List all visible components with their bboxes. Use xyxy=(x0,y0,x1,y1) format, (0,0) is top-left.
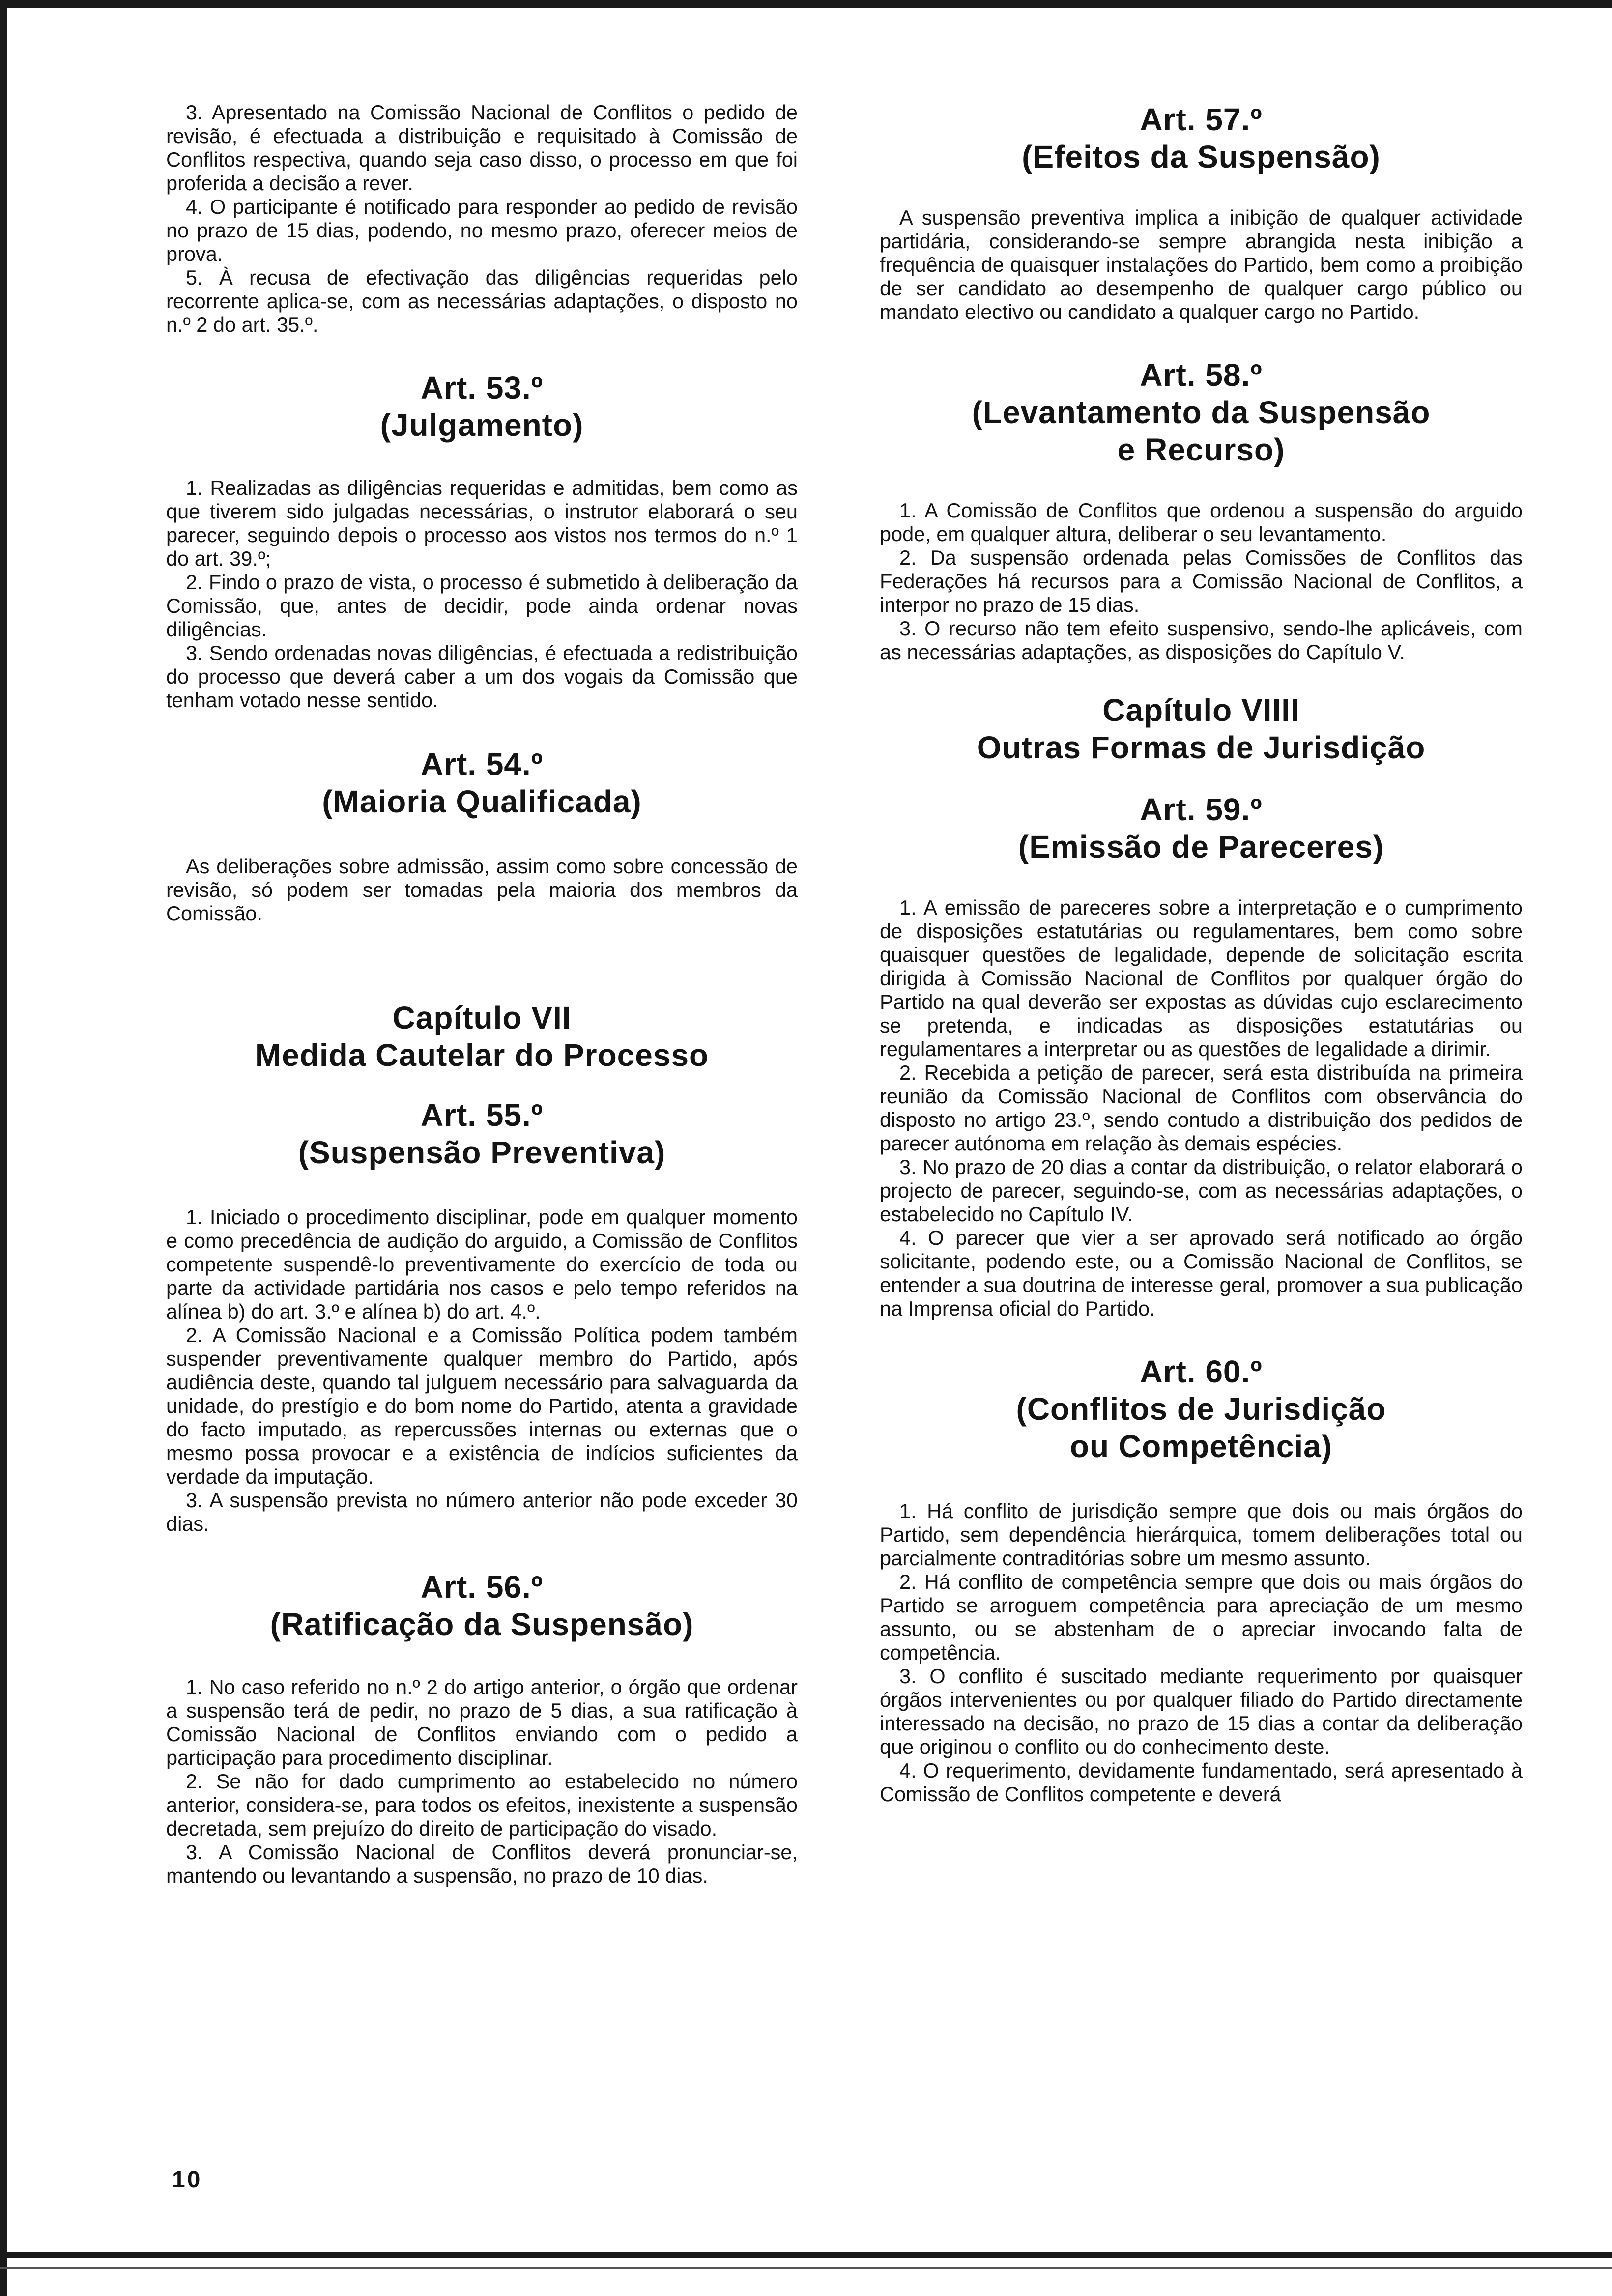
page-border-left xyxy=(0,0,7,2296)
article-53 xyxy=(166,369,798,712)
article-heading xyxy=(880,101,1523,175)
paragraph: 1. A Comissão de Conflitos que ordenou a suspensão do arguido pode, em qualquer altura, deliberar o seu levantamento. xyxy=(880,499,1523,545)
paragraph: 4. O participante é notificado para responder ao pedido de revisão no prazo de 15 dias, podendo, no mesmo prazo, oferecer meios de prova. xyxy=(166,195,798,265)
article-number: Art. 59.º xyxy=(1140,792,1263,827)
paragraph: 3. Apresentado na Comissão Nacional de Conflitos o pedido de revisão, é efectuada a distribuição e requisitado à Comissão de Conflitos respectiva, quando seja caso disso, o processo em que foi proferida a decisão a rever. xyxy=(166,101,798,195)
chapter-8 xyxy=(880,691,1523,766)
article-60 xyxy=(880,1353,1523,1806)
paragraph: 1. No caso referido no n.º 2 do artigo anterior, o órgão que ordenar a suspensão terá de pedir, no prazo de 5 dias, a sua ratificação à Comissão Nacional de Conflitos enviando com o pedido a participação para procedimento disciplinar. xyxy=(166,1675,798,1769)
article-title: (Efeitos da Suspensão) xyxy=(1022,139,1381,174)
chapter-heading xyxy=(166,999,798,1074)
paragraph: As deliberações sobre admissão, assim como sobre concessão de revisão, só podem ser tomadas pela maioria dos membros da Comissão. xyxy=(166,855,798,925)
chapter-7 xyxy=(166,999,798,1074)
article-title: (Suspensão Preventiva) xyxy=(298,1135,666,1170)
article-59 xyxy=(880,791,1523,1320)
article-number: Art. 58.º xyxy=(1140,357,1263,393)
page-number: 10 xyxy=(172,2167,202,2193)
paragraph: 2. Da suspensão ordenada pelas Comissões de Conflitos das Federações há recursos para a Comissão Nacional de Conflitos, a interpor no prazo de 15 dias. xyxy=(880,546,1523,616)
intro-section xyxy=(166,101,798,337)
chapter-title: Medida Cautelar do Processo xyxy=(255,1037,709,1073)
article-title-line-1: (Conflitos de Jurisdição xyxy=(1016,1391,1386,1427)
paragraph: 3. O recurso não tem efeito suspensivo, sendo-lhe aplicáveis, com as necessárias adaptações, as disposições do Capítulo V. xyxy=(880,617,1523,663)
article-number: Art. 55.º xyxy=(420,1097,544,1133)
article-title: (Maioria Qualificada) xyxy=(322,784,642,819)
article-56 xyxy=(166,1568,798,1888)
paragraph: 1. Iniciado o procedimento disciplinar, pode em qualquer momento e como precedência de audição do arguido, a Comissão de Conflitos competente suspendê-lo preventivamente do exercício de toda ou parte da actividade partidária nos casos e pelo tempo referidos na alínea b) do art. 3.º e alínea b) do art. 4.º. xyxy=(166,1205,798,1323)
article-heading xyxy=(166,1568,798,1643)
paragraph: 2. Se não for dado cumprimento ao estabelecido no número anterior, considera-se, para todos os efeitos, inexistente a suspensão decretada, sem prejuízo do direito de participação do visado. xyxy=(166,1770,798,1840)
paragraph: 1. Há conflito de jurisdição sempre que dois ou mais órgãos do Partido, sem dependência hierárquica, tomem deliberações total ou parcialmente contraditórias sobre um mesmo assunto. xyxy=(880,1499,1523,1570)
page-border-bottom-thin xyxy=(0,2267,1612,2269)
paragraph: 2. Recebida a petição de parecer, será esta distribuída na primeira reunião da Comissão Nacional de Conflitos com observância do disposto no artigo 23.º, sendo contudo a distribuição dos pedidos de parecer autónoma em relação às demais espécies. xyxy=(880,1061,1523,1155)
article-title-line-2: ou Competência) xyxy=(1069,1429,1333,1464)
chapter-heading xyxy=(880,691,1523,766)
left-column xyxy=(166,101,798,1888)
article-title-line-2: e Recurso) xyxy=(1117,432,1285,467)
right-column xyxy=(880,101,1523,1806)
article-heading xyxy=(166,746,798,820)
paragraph: 3. O conflito é suscitado mediante requerimento por quaisquer órgãos intervenientes ou por qualquer filiado do Partido directamente interessado na decisão, no prazo de 15 dias a contar da deliberação que originou o conflito ou do conhecimento deste. xyxy=(880,1665,1523,1758)
article-heading xyxy=(880,791,1523,865)
paragraph: 2. A Comissão Nacional e a Comissão Política podem também suspender preventivamente qualquer membro do Partido, após audiência deste, quando tal julguem necessário para salvaguarda da unidade, do prestígio e do bom nome do Partido, atenta a gravidade do facto imputado, as repercussões internas ou externas que o mesmo possa provocar e a existência de indícios suficientes da verdade da imputação. xyxy=(166,1323,798,1488)
paragraph: 4. O requerimento, devidamente fundamentado, será apresentado à Comissão de Conflitos competente e deverá xyxy=(880,1759,1523,1806)
article-heading xyxy=(880,356,1523,468)
chapter-number: Capítulo VII xyxy=(392,1000,572,1035)
article-number: Art. 53.º xyxy=(420,370,544,405)
paragraph: 1. A emissão de pareceres sobre a interpretação e o cumprimento de disposições estatutárias ou regulamentares, bem como sobre quaisquer questões de legalidade, depende de solicitação escrita dirigida à Comissão Nacional de Conflitos por qualquer órgão do Partido na qual deverão ser expostas as dúvidas cujo esclarecimento se pretenda, e indicadas as disposições estatutárias ou regulamentares a interpretar ou as questões de legalidade a dirimir. xyxy=(880,896,1523,1061)
paragraph: 3. No prazo de 20 dias a contar da distribuição, o relator elaborará o projecto de parecer, seguindo-se, com as necessárias adaptações, o estabelecido no Capítulo IV. xyxy=(880,1155,1523,1226)
chapter-number: Capítulo VIIII xyxy=(1102,692,1300,728)
paragraph: 2. Findo o prazo de vista, o processo é submetido à deliberação da Comissão, que, antes de decidir, pode ainda ordenar novas diligências. xyxy=(166,571,798,641)
article-heading xyxy=(166,369,798,444)
article-heading xyxy=(880,1353,1523,1465)
article-number: Art. 54.º xyxy=(420,746,544,782)
paragraph: 4. O parecer que vier a ser aprovado será notificado ao órgão solicitante, podendo este, ou a Comissão Nacional de Conflitos, se entender a sua doutrina de interesse geral, promover a sua publicação na Imprensa oficial do Partido. xyxy=(880,1226,1523,1320)
page-border-bottom xyxy=(0,2252,1612,2258)
article-title: (Ratificação da Suspensão) xyxy=(270,1607,694,1642)
article-57 xyxy=(880,101,1523,324)
article-title: (Emissão de Pareceres) xyxy=(1018,829,1384,864)
paragraph: 1. Realizadas as diligências requeridas e admitidas, bem como as que tiverem sido julgadas necessárias, o instrutor elaborará o seu parecer, seguindo depois o processo aos vistos nos termos do n.º 1 do art. 39.º; xyxy=(166,476,798,570)
page-border-top xyxy=(0,0,1612,8)
article-55 xyxy=(166,1096,798,1536)
chapter-title: Outras Formas de Jurisdição xyxy=(977,730,1426,765)
article-54 xyxy=(166,746,798,925)
paragraph: 3. A suspensão prevista no número anterior não pode exceder 30 dias. xyxy=(166,1489,798,1535)
article-58 xyxy=(880,356,1523,664)
article-number: Art. 57.º xyxy=(1140,102,1263,137)
article-heading xyxy=(166,1096,798,1171)
paragraph: 2. Há conflito de competência sempre que dois ou mais órgãos do Partido se arroguem competência para apreciação de um mesmo assunto, ou se abstenham de o apreciar invocando falta de competência. xyxy=(880,1570,1523,1664)
article-title: (Julgamento) xyxy=(380,407,584,443)
paragraph: 3. Sendo ordenadas novas diligências, é efectuada a redistribuição do processo que deverá caber a um dos vogais da Comissão que tenham votado nesse sentido. xyxy=(166,641,798,712)
paragraph: 3. A Comissão Nacional de Conflitos deverá pronunciar-se, mantendo ou levantando a suspensão, no prazo de 10 dias. xyxy=(166,1840,798,1887)
article-number: Art. 56.º xyxy=(420,1569,544,1605)
paragraph: 5. À recusa de efectivação das diligências requeridas pelo recorrente aplica-se, com as necessárias adaptações, o disposto no n.º 2 do art. 35.º. xyxy=(166,266,798,336)
article-title-line-1: (Levantamento da Suspensão xyxy=(972,395,1431,430)
article-number: Art. 60.º xyxy=(1140,1354,1263,1389)
paragraph: A suspensão preventiva implica a inibição de qualquer actividade partidária, considerando-se sempre abrangida nesta inibição a frequência de quaisquer instalações do Partido, bem como a proibição de ser candidato ao desempenho de qualquer cargo público ou mandato electivo ou candidato a qualquer cargo no Partido. xyxy=(880,206,1523,323)
